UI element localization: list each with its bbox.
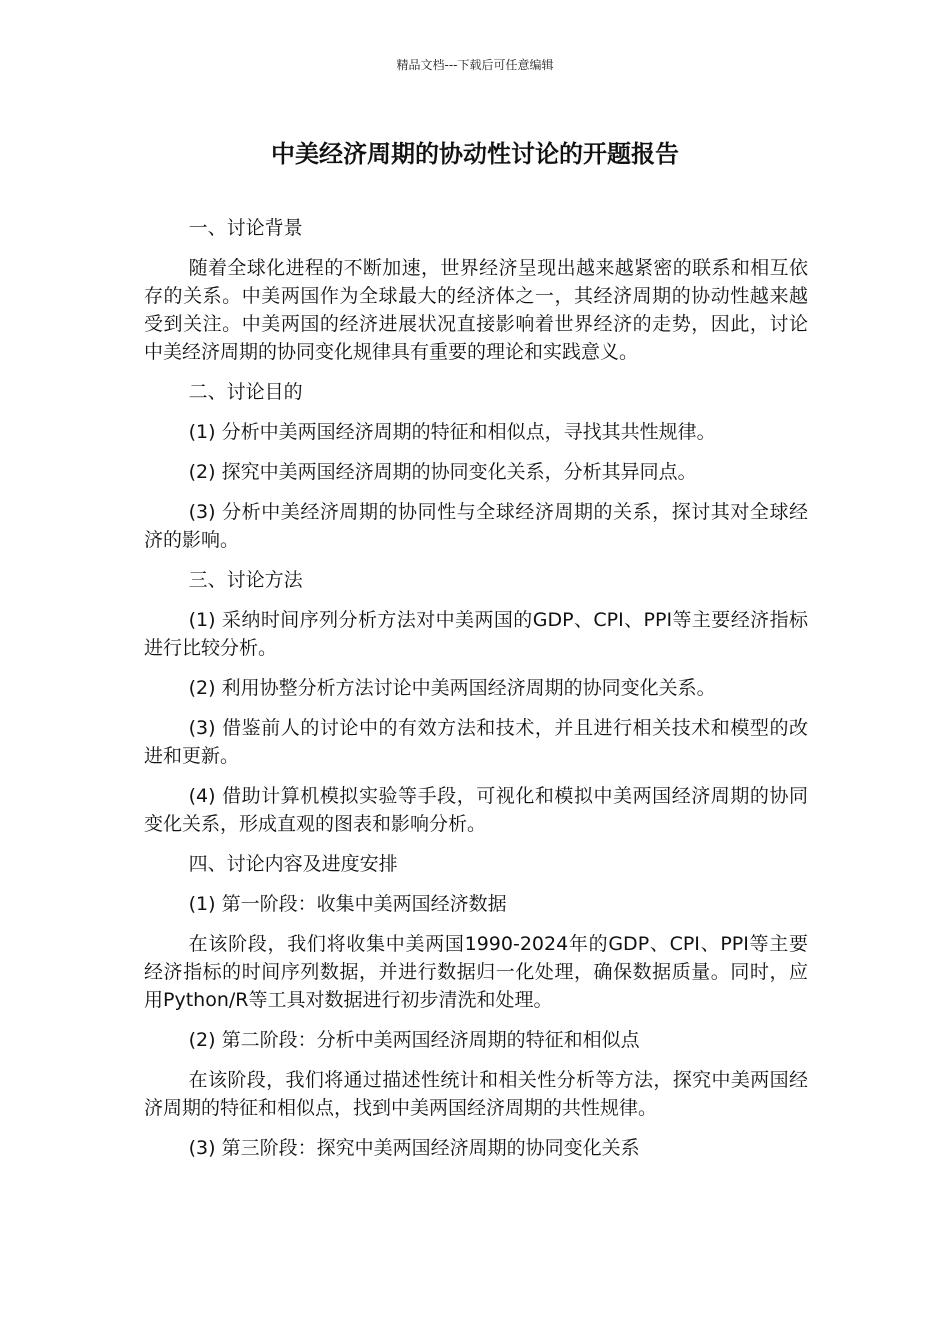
purpose-item-2: (2) 探究中美两国经济周期的协同变化关系，分析其异同点。 <box>188 461 697 483</box>
stage-2-paragraph: 在该阶段，我们将通过描述性统计和相关性分析等方法，探究中美两国经济周期的特征和相似点，找到中美两国经济周期的共性规律。 <box>144 1069 808 1119</box>
stage-2-heading: (2) 第二阶段：分析中美两国经济周期的特征和相似点 <box>188 1029 640 1051</box>
document-title: 中美经济周期的协动性讨论的开题报告 <box>271 140 679 168</box>
method-item-1: (1) 采纳时间序列分析方法对中美两国的GDP、CPI、PPI等主要经济指标进行比较分析。 <box>144 609 808 659</box>
method-item-4: (4) 借助计算机模拟实验等手段，可视化和模拟中美两国经济周期的协同变化关系，形成直观的图表和影响分析。 <box>144 785 808 835</box>
method-item-2: (2) 利用协整分析方法讨论中美两国经济周期的协同变化关系。 <box>188 677 716 699</box>
section-heading-schedule: 四、讨论内容及进度安排 <box>188 853 398 875</box>
purpose-item-3: (3) 分析中美经济周期的协同性与全球经济周期的关系，探讨其对全球经济的影响。 <box>144 501 808 551</box>
document-body <box>144 214 808 1174</box>
paragraph-background: 随着全球化进程的不断加速，世界经济呈现出越来越紧密的联系和相互依存的关系。中美两国作为全球最大的经济体之一，其经济周期的协动性越来越受到关注。中美两国的经济进展状况直接影响着世界经济的走势，因此，讨论中美经济周期的协同变化规律具有重要的理论和实践意义。 <box>144 257 808 363</box>
method-item-3: (3) 借鉴前人的讨论中的有效方法和技术，并且进行相关技术和模型的改进和更新。 <box>144 717 808 767</box>
stage-1-paragraph: 在该阶段，我们将收集中美两国1990-2024年的GDP、CPI、PPI等主要经济指标的时间序列数据，并进行数据归一化处理，确保数据质量。同时，应用Python/R等工具对数据进行初步清洗和处理。 <box>144 933 808 1011</box>
section-heading-purpose: 二、讨论目的 <box>188 381 303 403</box>
section-heading-method: 三、讨论方法 <box>188 569 303 591</box>
stage-3-heading: (3) 第三阶段：探究中美两国经济周期的协同变化关系 <box>188 1137 640 1159</box>
stage-1-heading: (1) 第一阶段：收集中美两国经济数据 <box>188 893 507 915</box>
purpose-item-1: (1) 分析中美两国经济周期的特征和相似点，寻找其共性规律。 <box>188 421 716 443</box>
section-heading-background: 一、讨论背景 <box>188 217 303 239</box>
page-header: 精品文档---下载后可任意编辑 <box>396 58 554 72</box>
